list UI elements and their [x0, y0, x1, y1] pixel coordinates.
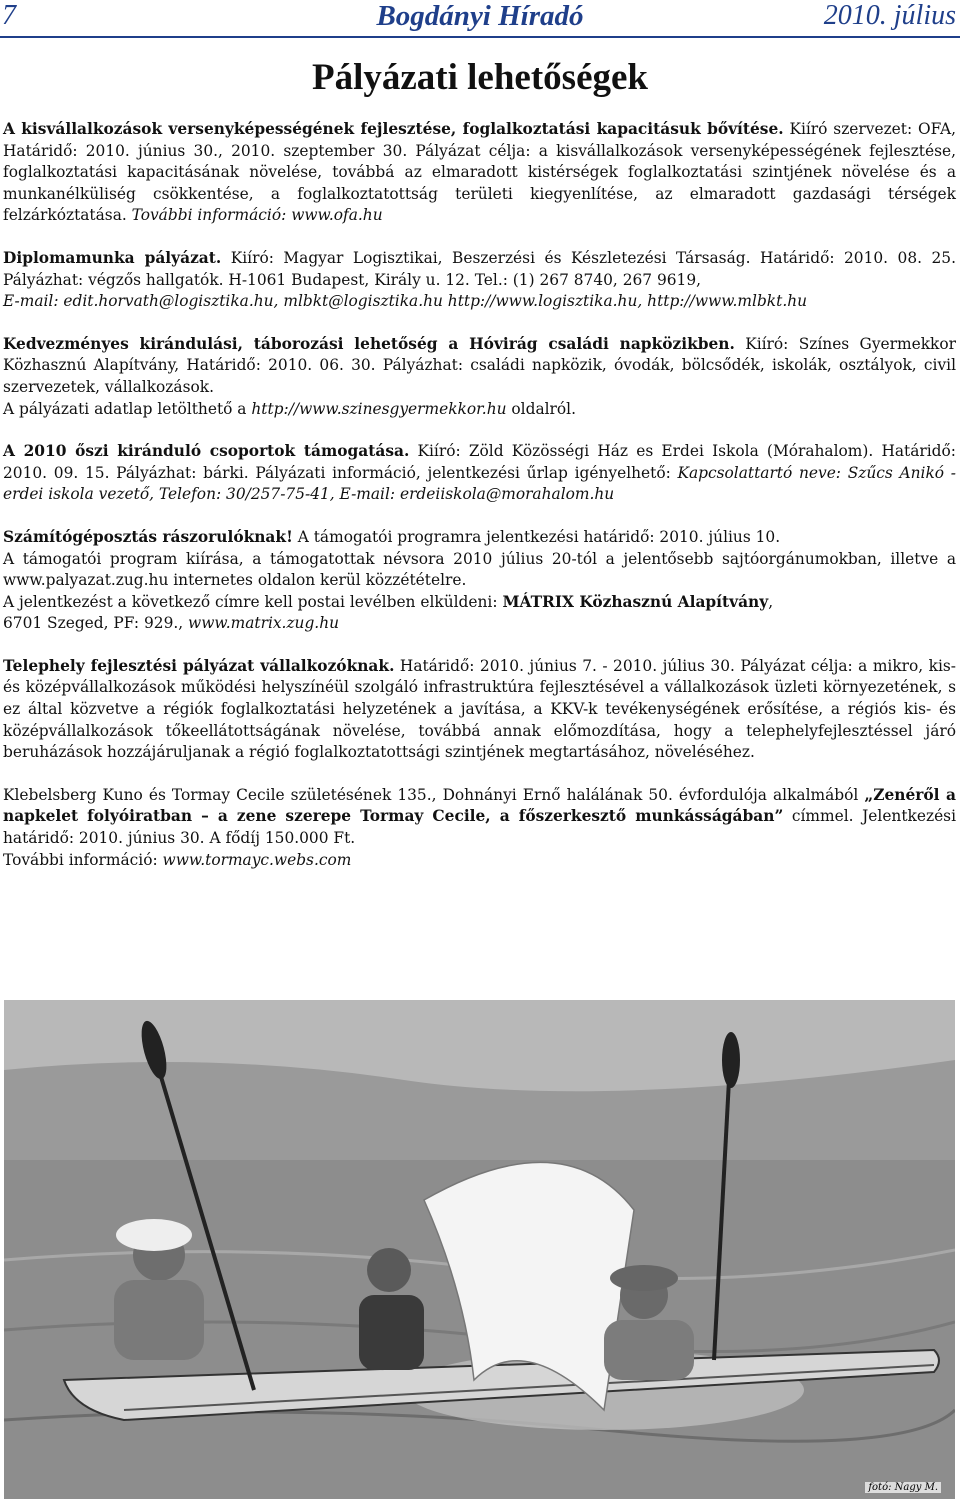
photo-credit: fotó: Nagy M. [865, 1482, 941, 1493]
section-szamitogep-publish: A támogatói program kiírása, a támogatottak névsora 2010 július 20-tól a jelentősebb sajtóorgánumokban, illetve a www.palyazat.zug.hu internetes oldalon kerül közzétételre. [3, 549, 956, 590]
header-rule [0, 36, 960, 38]
photo-canoe [4, 1000, 955, 1499]
section-szamitogep-postal: 6701 Szeged, PF: 929., [3, 614, 189, 633]
section-szamitogep-link[interactable]: www.matrix.zug.hu [188, 614, 340, 633]
section-tormay-info-label: További információ: [3, 850, 163, 869]
section-hovirag-download-end: oldalról. [506, 399, 576, 418]
section-ofa-text: Kiíró szervezet: OFA, Határidő: 2010. június 30., 2010. szeptember 30. Pályázat célja: a kisvállalkozások versenyképességének fejlesztése, foglalkoztatási kapacitásának növelése, továbbá az elmaradott kistérségek foglalkoztatási szintjének növelése és a munkanélküliség csökkentése, a foglalkoztatottság területi kiegyenlítése, az elmaradott gazdasági térségek felzárkóztatása. [3, 120, 956, 225]
section-szamitogep-address-text: A jelentkezést a következő címre kell postai levélben elküldeni: [3, 592, 503, 611]
section-diploma-heading: Diplomamunka pályázat. [3, 248, 222, 267]
section-ofa-link[interactable]: További információ: www.ofa.hu [131, 206, 383, 225]
section-kirandulo-heading: A 2010 őszi kiránduló csoportok támogatása. [3, 442, 410, 461]
section-hovirag-heading: Kedvezményes kirándulási, táborozási lehetőség a Hóvirág családi napközikben. [3, 334, 735, 353]
section-diploma [3, 248, 956, 313]
section-telephely-text: Határidő: 2010. június 7. - 2010. július 30. Pályázat célja: a mikro, kis- és középvállalkozások működési helyszínéül szolgáló infrastruktúra fejlesztésével a vállalkozások üzleti környezetének, s ez által közvetve a régiók foglalkoztatási helyzetének a javítása, a KKV-k tevékenységének erősítése, a régiós kis- és középvállalkozások tőkeellátottságának növelése, továbbá annak előmozdítása, hogy a telephelyfejlesztéssel járó beruházások hozzájáruljanak a régió foglalkoztatottsági szintjének megtartásához, növeléséhez. [3, 656, 956, 762]
article-body [3, 119, 956, 871]
section-tormay-text: címmel. Jelentkezési határidő: 2010. június 30. A fődíj 150.000 Ft. [3, 807, 956, 848]
section-kirandulo [3, 441, 956, 506]
section-szamitogep-deadline: A támogatói programra jelentkezési határidő: 2010. július 10. [292, 527, 781, 546]
page-title: Pályázati lehetőségek [312, 57, 648, 98]
publication-name: Bogdányi Híradó [376, 0, 584, 32]
section-kirandulo-text: Kiíró: Zöld Közösségi Ház es Erdei Iskola (Mórahalom). Határidő: 2010. 09. 15. Pályázhat: bárki. Pályázati információ, jelentkezési űrlap igényelhető: [3, 442, 956, 482]
section-kirandulo-contact[interactable]: Kapcsolattartó neve: Szűcs Anikó - erdei iskola vezető, Telefon: 30/257-75-41, E-mail: erdeiiskola@morahalom.hu [3, 463, 956, 504]
page-number: 7 [2, 0, 16, 31]
section-szamitogep-comma: , [768, 592, 774, 611]
page-header [0, 0, 960, 34]
issue-date: 2010. július [823, 0, 956, 31]
section-tormay [3, 785, 956, 871]
section-szamitogep [3, 527, 956, 635]
section-diploma-text: Kiíró: Magyar Logisztikai, Beszerzési és Készletezési Társaság. Határidő: 2010. 08. 25. Pályázhat: végzős hallgatók. H-1061 Budapest, Király u. 12. Tel.: (1) 267 8740, 267 9619, [3, 248, 956, 289]
section-ofa [3, 119, 956, 227]
section-hovirag [3, 334, 956, 420]
section-tormay-intro: Klebelsberg Kuno és Tormay Cecile születésének 135., Dohnányi Ernő halálának 50. évfordulója alkalmából [3, 785, 865, 804]
section-telephely-heading: Telephely fejlesztési pályázat vállalkozóknak. [3, 656, 395, 675]
section-ofa-heading: A kisvállalkozások versenyképességének fejlesztése, foglalkoztatási kapacitásuk bővítése. [3, 120, 784, 138]
section-telephely [3, 656, 956, 764]
canoe-photo-illustration [4, 1000, 955, 1499]
section-tormay-link[interactable]: www.tormayc.webs.com [162, 850, 352, 869]
section-tormay-title: „Zenéről a napkelet folyóiratban – a zene szerepe Tormay Cecile, a főszerkesztő munkásságában” [3, 785, 956, 826]
section-hovirag-download-text: A pályázati adatlap letölthető a [3, 399, 252, 418]
section-diploma-contacts[interactable]: E-mail: edit.horvath@logisztika.hu, mlbkt@logisztika.hu http://www.logisztika.hu, http://www.mlbkt.hu [3, 292, 808, 311]
section-szamitogep-org: MÁTRIX Közhasznú Alapítvány [502, 592, 769, 611]
section-hovirag-text: Kiíró: Színes Gyermekkor Közhasznú Alapítvány, Határidő: 2010. 06. 30. Pályázhat: családi napközik, óvodák, bölcsődék, iskolák, osztályok, civil szervezetek, vállalkozások. [3, 334, 956, 396]
section-szamitogep-heading: Számítógéposztás rászorulóknak! [3, 527, 293, 546]
section-hovirag-link[interactable]: http://www.szinesgyermekkor.hu [251, 399, 507, 418]
